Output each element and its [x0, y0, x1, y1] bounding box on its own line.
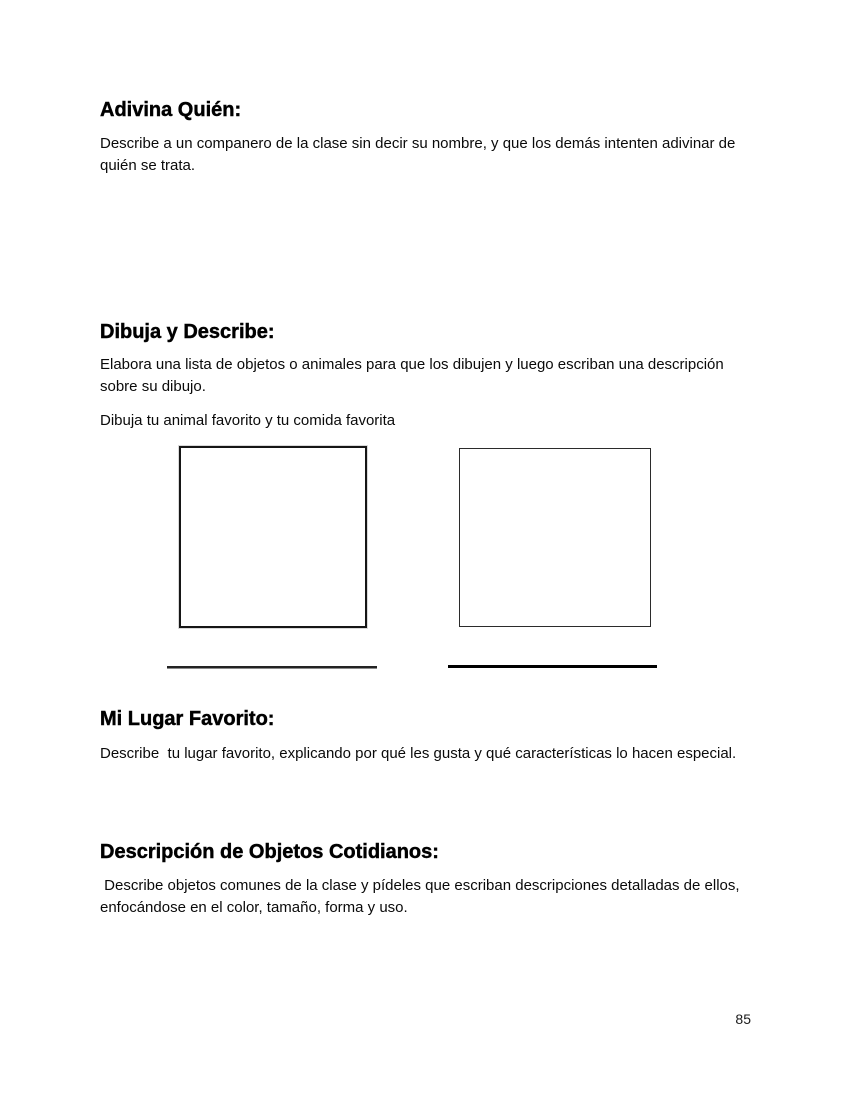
section-heading-descripcion-objetos: Descripción de Objetos Cotidianos: [100, 841, 439, 863]
section-body-adivina-quien [100, 133, 760, 177]
paragraph-line: Describe objetos comunes de la clase y pídeles que escriban descripciones detalladas de ellos, [100, 877, 740, 894]
section-body-descripcion-objetos [100, 875, 760, 919]
label-line-left [167, 666, 377, 668]
paragraph-line: quién se trata. [100, 157, 196, 174]
page-number: 85 [735, 1011, 751, 1027]
section-body-dibuja-y-describe [100, 354, 760, 398]
section-heading-dibuja-y-describe: Dibuja y Describe: [100, 321, 275, 343]
section-body-mi-lugar-favorito [100, 743, 760, 765]
drawing-box-animal-favorito [179, 446, 367, 628]
paragraph-line: sobre su dibujo. [100, 378, 206, 395]
drawing-box-comida-favorita [459, 448, 651, 627]
label-line-right [448, 665, 657, 668]
paragraph-line: Dibuja tu animal favorito y tu comida favorita [100, 412, 396, 429]
section-heading-adivina-quien: Adivina Quién: [100, 99, 242, 121]
paragraph-line: Describe tu lugar favorito, explicando por qué les gusta y qué características lo hacen especial. [100, 745, 737, 762]
paragraph-line: Describe a un companero de la clase sin decir su nombre, y que los demás intenten adivinar de [100, 135, 736, 152]
paragraph-line: enfocándose en el color, tamaño, forma y uso. [100, 899, 408, 916]
drawing-prompt [100, 410, 760, 432]
paragraph-line: Elabora una lista de objetos o animales para que los dibujen y luego escriban una descripción [100, 356, 724, 373]
section-heading-mi-lugar-favorito: Mi Lugar Favorito: [100, 708, 275, 730]
